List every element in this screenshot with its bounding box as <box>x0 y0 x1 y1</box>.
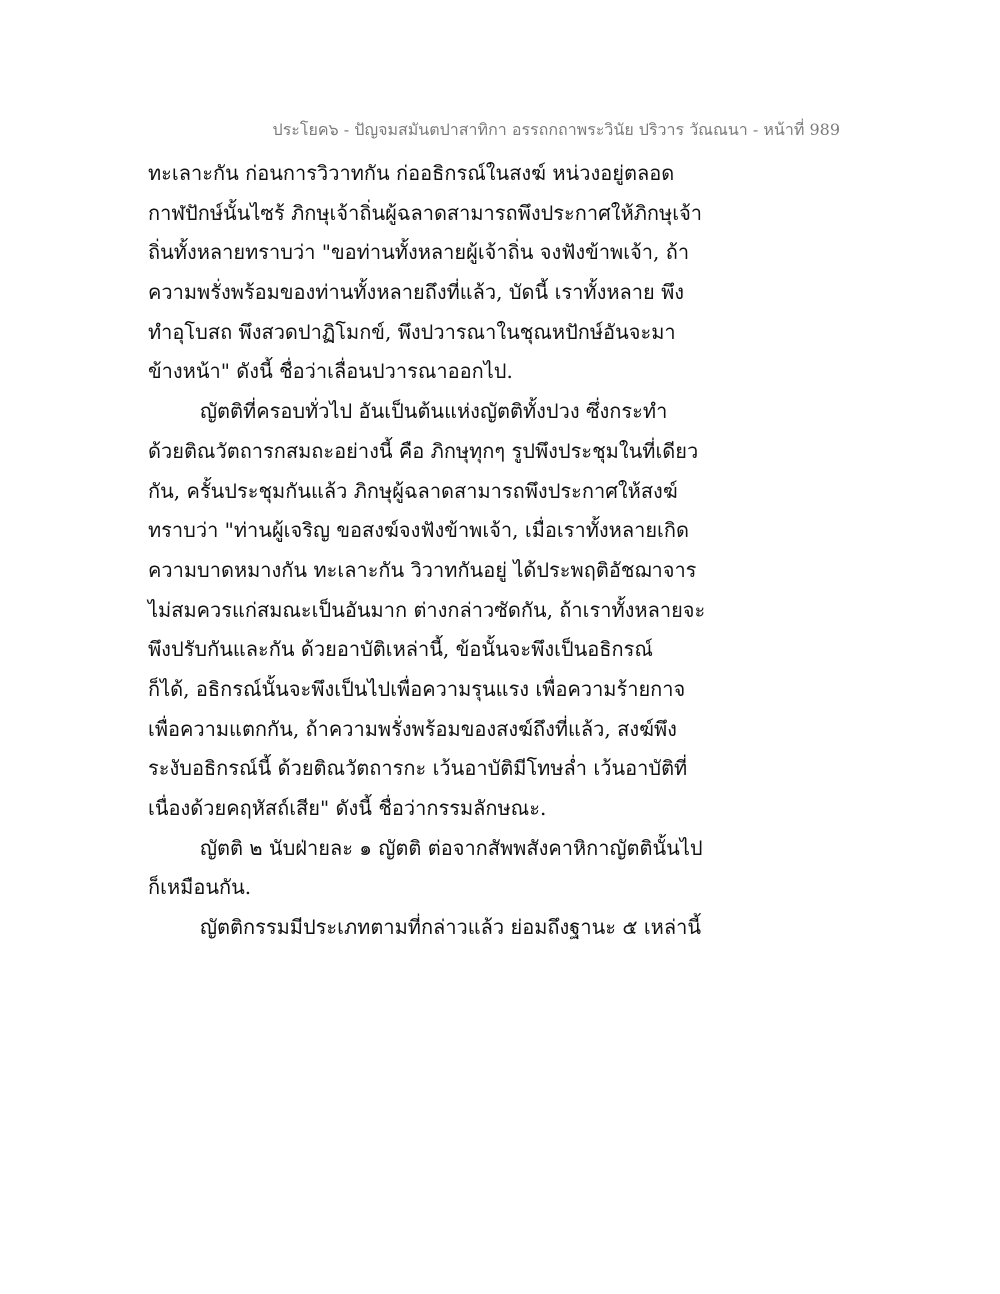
text-line: ความบาดหมางกัน ทะเลาะกัน วิวาทกันอยู่ ได้ประพฤติอัชฌาจาร <box>148 557 697 582</box>
text-line: กัน, ครั้นประชุมกันแล้ว ภิกษุผู้ฉลาดสามารถพึงประกาศให้สงฆ์ <box>148 478 678 503</box>
text-line: ก็ได้, อธิกรณ์นั้นจะพึงเป็นไปเพื่อความรุนแรง เพื่อความร้ายกาจ <box>148 676 686 701</box>
text-line: เนื่องด้วยคฤหัสถ์เสีย" ดังนี้ ชื่อว่ากรรมลักษณะ. <box>148 796 547 820</box>
text-line: ก็เหมือนกัน. <box>148 875 252 900</box>
text-line: เพื่อความแตกกัน, ถ้าความพรั่งพร้อมของสงฆ์ถึงที่แล้ว, สงฆ์พึง <box>148 716 677 741</box>
text-line: กาฬปักษ์นั้นไซร้ ภิกษุเจ้าถิ่นผู้ฉลาดสามารถพึงประกาศให้ภิกษุเจ้า <box>148 200 703 225</box>
text-line: ความพรั่งพร้อมของท่านทั้งหลายถึงที่แล้ว, บัดนี้ เราทั้งหลาย พึง <box>148 280 685 305</box>
text-line: ระงับอธิกรณ์นี้ ด้วยติณวัตถารกะ เว้นอาบัติมีโทษล่ำ เว้นอาบัติที่ <box>148 756 688 781</box>
paragraph-first-line: ญัตติ ๒ นับฝ่ายละ ๑ ญัตติ ต่อจากสัพพสังคาหิกาญัตตินั้นไป <box>200 835 703 860</box>
text-line: ทะเลาะกัน ก่อนการวิวาทกัน ก่ออธิกรณ์ในสงฆ์ หน่วงอยู่ตลอด <box>148 161 675 185</box>
paragraph-first-line: ญัตติที่ครอบทั่วไป อันเป็นต้นแห่งญัตติทั้งปวง ซึ่งกระทำ <box>200 399 668 424</box>
text-line: พึงปรับกันและกัน ด้วยอาบัติเหล่านี้, ข้อนั้นจะพึงเป็นอธิกรณ์ <box>148 637 653 662</box>
text-line: ทราบว่า "ท่านผู้เจริญ ขอสงฆ์จงฟังข้าพเจ้า, เมื่อเราทั้งหลายเกิด <box>148 518 689 543</box>
page-header: ประโยค๖ - ปัญจมสมันตปาสาทิกา อรรถกถาพระวินัย ปริวาร วัณณนา - หน้าที่ 989 <box>272 120 840 139</box>
text-line: ทำอุโบสถ พึงสวดปาฏิโมกข์, พึงปวารณาในชุณหปักษ์อันจะมา <box>148 319 676 344</box>
paragraph-first-line: ญัตติกรรมมีประเภทตามที่กล่าวแล้ว ย่อมถึงฐานะ ๕ เหล่านี้ <box>200 915 702 940</box>
text-line: ไม่สมควรแก่สมณะเป็นอันมาก ต่างกล่าวซัดกัน, ถ้าเราทั้งหลายจะ <box>148 597 706 622</box>
body-text <box>148 154 708 948</box>
text-line: ข้างหน้า" ดังนี้ ชื่อว่าเลื่อนปวารณาออกไป. <box>148 359 513 384</box>
text-line: ถิ่นทั้งหลายทราบว่า "ขอท่านทั้งหลายผู้เจ้าถิ่น จงฟังข้าพเจ้า, ถ้า <box>148 240 690 265</box>
text-line: ด้วยติณวัตถารกสมถะอย่างนี้ คือ ภิกษุทุกๆ รูปพึงประชุมในที่เดียว <box>148 438 699 463</box>
